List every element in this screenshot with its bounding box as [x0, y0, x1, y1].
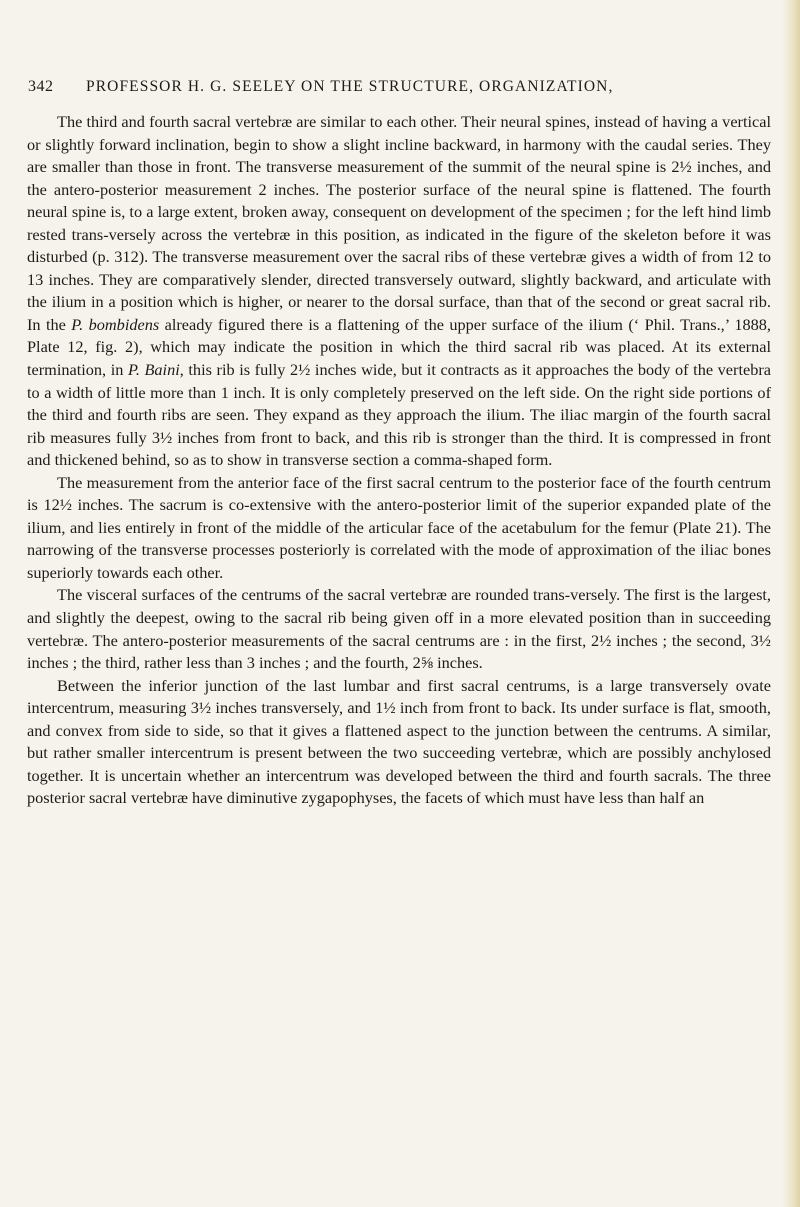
page-number: 342 — [28, 78, 54, 95]
paragraph: The third and fourth sacral vertebræ are similar to each other. Their neural spines, instead of having a vertical or slightly forward inclination, begin to show a slight incline backward, in harmony with the caudal series. They are smaller than those in front. The transverse measurement of the summit of the neural spine is 2½ inches, and the antero-posterior measurement 2 inches. The posterior surface of the neural spine is flattened. The fourth neural spine is, to a large extent, broken away, consequent on development of the specimen ; for the left hind limb rested trans-versely across the vertebræ in this position, as indicated in the figure of the skeleton before it was disturbed (p. 312). The transverse measurement over the sacral ribs of these vertebræ gives a width of from 12 to 13 inches. They are comparatively slender, directed transversely outward, slightly backward, and articulate with the ilium in a position which is higher, or nearer to the dorsal surface, than that of the second or great sacral rib. In the P. bombidens already figured there is a flattening of the upper surface of the ilium (‘ Phil. Trans.,’ 1888, Plate 12, fig. 2), which may indicate the position in which the third sacral rib was placed. At its external termination, in P. Baini, this rib is fully 2½ inches wide, but it contracts as it approaches the body of the vertebra to a width of little more than 1 inch. It is only completely preserved on the left side. On the right side portions of the third and fourth ribs are seen. They expand as they approach the ilium. The iliac margin of the fourth sacral rib measures fully 3½ inches from front to back, and this rib is stronger than the third. It is compressed in front and thickened behind, so as to show in transverse section a comma-shaped form. — [27, 112, 771, 470]
paragraph: Between the inferior junction of the last lumbar and first sacral centrums, is a large transversely ovate intercentrum, measuring 3½ inches transversely, and 1½ inch from front to back. Its under surface is flat, smooth, and convex from side to side, so that it gives a flattened aspect to the junction between the centrums. A similar, but rather smaller intercentrum is present between the two succeeding vertebræ, which are possibly anchylosed together. It is uncertain whether an intercentrum was developed between the third and fourth sacrals. The three posterior sacral vertebræ have diminutive zygapophyses, the facets of which must have less than half an — [27, 675, 771, 808]
paragraph: The visceral surfaces of the centrums of the sacral vertebræ are rounded trans-versely. The first is the largest, and slightly the deepest, owing to the sacral rib being given off in a more elevated position than in succeeding vertebræ. The antero-posterior measurements of the sacral centrums are : in the first, 2½ inches ; the second, 3½ inches ; the third, rather less than 3 inches ; and the fourth, 2⅝ inches. — [27, 585, 771, 673]
running-head: PROFESSOR H. G. SEELEY ON THE STRUCTURE, ORGANIZATION, — [86, 78, 614, 95]
page-header — [28, 78, 768, 100]
page-edge-shading — [782, 0, 800, 1207]
paragraph: The measurement from the anterior face of the first sacral centrum to the posterior face of the fourth centrum is 12½ inches. The sacrum is co-extensive with the antero-posterior limit of the superior expanded plate of the ilium, and lies entirely in front of the middle of the articular face of the acetabulum for the femur (Plate 21). The narrowing of the transverse processes posteriorly is correlated with the mode of approximation of the iliac bones superiorly towards each other. — [27, 472, 771, 582]
body-text — [27, 111, 771, 810]
